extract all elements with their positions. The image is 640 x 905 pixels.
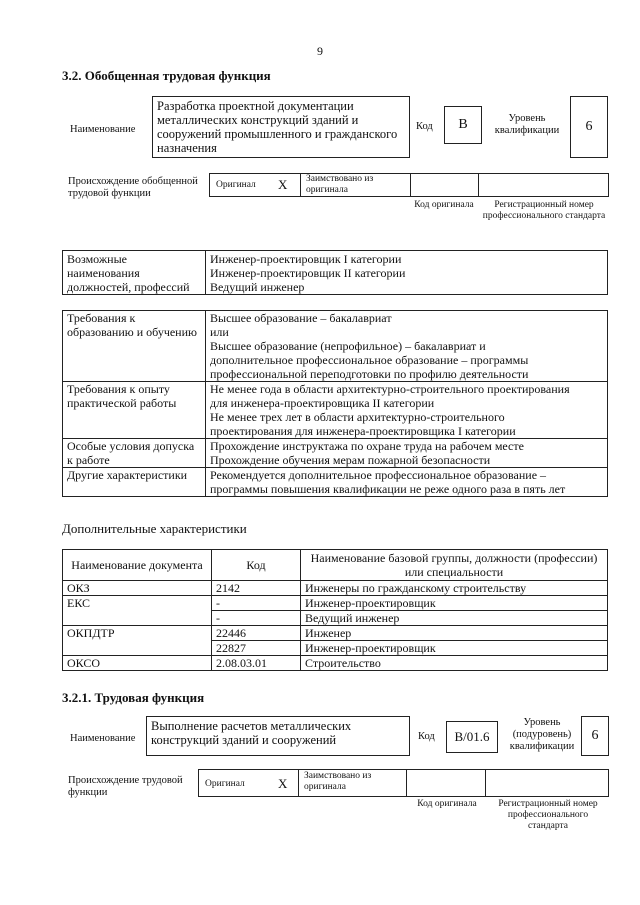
additional-heading: Дополнительные характеристики [62,521,247,536]
function-name-value: Разработка проектной документации металлических конструкций зданий и сооружений промышленного и гражданского назначения [157,99,398,155]
origin-label-2: Происхождение трудовой функции [68,775,183,798]
requirement-label: Особые условия допуска к работе [63,439,206,468]
requirement-label: Другие характеристики [63,468,206,497]
table-row [63,581,608,596]
requirement-line: дополнительное профессиональное образование – программы [210,353,529,367]
doc-cell: ОКЗ [63,581,212,596]
code-cell: 22446 [212,626,301,641]
requirement-value [206,382,608,439]
position-item: Ведущий инженер [210,280,305,294]
code-label: Код [416,121,433,132]
requirement-label: Требования к образованию и обучению [63,311,206,382]
reg-number-label: Регистрационный номер профессионального стандарта [482,200,606,221]
table-header-row [63,550,608,581]
code-label-2: Код [418,731,435,742]
borrowed-label: Заимствовано из оригинала [306,174,374,195]
requirement-line: Высшее образование – бакалавриат [210,311,392,325]
requirement-row [63,311,608,382]
name-cell: Инженеры по гражданскому строительству [301,581,608,596]
positions-label: Возможные наименования должностей, профессий [63,251,206,295]
additional-table [62,549,608,671]
position-item: Инженер-проектировщик II категории [210,266,406,280]
requirement-line: или [210,325,229,339]
requirement-line: Высшее образование (непрофильное) – бакалавриат и [210,339,486,353]
code-original-label: Код оригинала [414,200,474,210]
requirement-line: профессиональной переподготовки по профилю деятельности [210,367,529,381]
function-name-box [152,96,410,158]
origin-box [209,173,609,197]
column-header-code: Код [212,550,301,581]
level-value-2: 6 [581,716,609,756]
name-cell: Инженер [301,626,608,641]
code-cell: 2.08.03.01 [212,656,301,671]
doc-cell: ЕКС [63,596,212,626]
name-cell: Ведущий инженер [301,611,608,626]
column-header-name: Наименование базовой группы, должности (профессии) или специальности [301,550,608,581]
name-cell: Строительство [301,656,608,671]
origin-label: Происхождение обобщенной трудовой функции [68,176,198,199]
function-name-value-2: Выполнение расчетов металлических конструкций зданий и сооружений [151,719,352,747]
code-cell: - [212,596,301,611]
function-name-box-2 [146,716,410,756]
requirement-line: Рекомендуется дополнительное профессиональное образование – [210,468,547,482]
level-value: 6 [570,96,608,158]
requirement-line: проектирования для инженера-проектировщика I категории [210,424,516,438]
requirement-row [63,468,608,497]
requirement-value [206,311,608,382]
name-cell: Инженер-проектировщик [301,596,608,611]
column-header-doc: Наименование документа [63,550,212,581]
requirement-line: Прохождение обучения мерам пожарной безопасности [210,453,491,467]
original-mark: X [278,177,288,192]
borrowed-label-2: Заимствовано из оригинала [304,771,372,792]
position-item: Инженер-проектировщик I категории [210,252,402,266]
code-value: B [444,106,482,144]
original-mark-2: X [278,776,288,791]
level-label: Уровень квалификации [494,113,560,136]
name-label: Наименование [70,124,136,135]
requirement-label: Требования к опыту практической работы [63,382,206,439]
requirements-table [62,310,608,497]
doc-cell: ОКСО [63,656,212,671]
positions-list [206,251,608,295]
requirement-line: Не менее года в области архитектурно-строительного проектирования [210,382,570,396]
positions-table [62,250,608,295]
requirement-line: программы повышения квалификации не реже одного раза в пять лет [210,482,566,496]
name-cell: Инженер-проектировщик [301,641,608,656]
requirement-line: Не менее трех лет в области архитектурно-строительного [210,410,505,424]
reg-number-label-2: Регистрационный номер профессионального стандарта [498,799,598,831]
requirement-line: для инженера-проектировщика II категории [210,396,435,410]
subsection-heading: 3.2.1. Трудовая функция [62,690,205,705]
level-label-2: Уровень (подуровень) квалификации [509,717,575,752]
requirement-value [206,468,608,497]
code-original-label-2: Код оригинала [417,799,477,809]
page-number: 9 [317,44,323,58]
code-cell: 2142 [212,581,301,596]
doc-cell: ОКПДТР [63,626,212,656]
name-label-2: Наименование [70,733,136,744]
original-label-2: Оригинал [205,779,245,789]
original-label: Оригинал [216,180,256,190]
requirement-line: Прохождение инструктажа по охране труда на рабочем месте [210,439,524,453]
requirement-row [63,439,608,468]
section-heading: 3.2. Обобщенная трудовая функция [62,68,271,83]
code-cell: 22827 [212,641,301,656]
table-row [63,596,608,611]
table-row [63,656,608,671]
code-cell: - [212,611,301,626]
requirement-row [63,382,608,439]
table-row [63,626,608,641]
code-value-2: B/01.6 [446,721,498,753]
requirement-value [206,439,608,468]
